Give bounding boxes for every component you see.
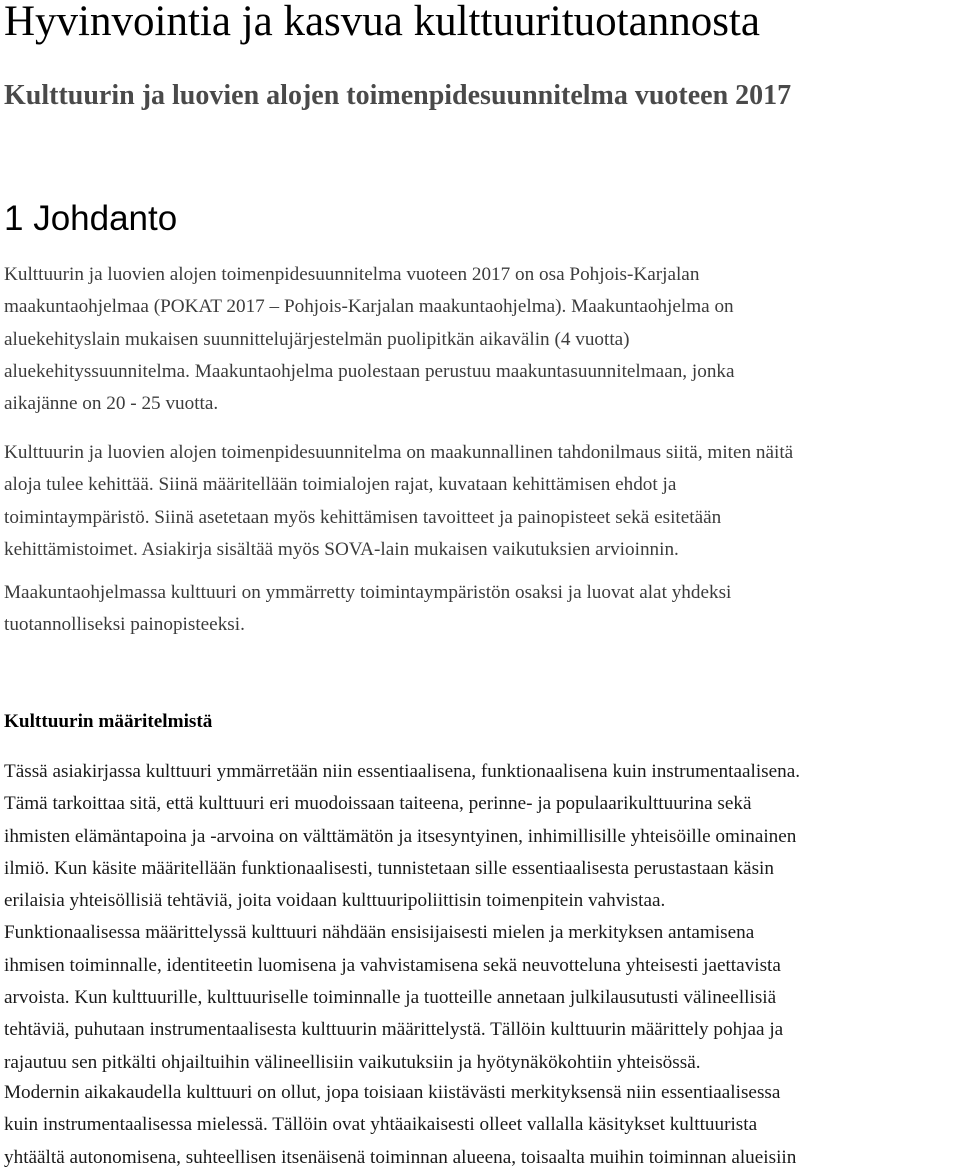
text-line: kehittämistoimet. Asiakirja sisältää myös SOVA-lain mukaisen vaikutuksien arvioinnin. — [4, 538, 679, 560]
text-line: toimintaympäristö. Siinä asetetaan myös kehittämisen tavoitteet ja painopisteet sekä esitetään — [4, 506, 722, 528]
text-line: ilmiö. Kun käsite määritellään funktionaalisesti, tunnistetaan sille essentiaalisesta perustastaan käsin — [4, 857, 774, 879]
text-line: Kulttuurin ja luovien alojen toimenpidesuunnitelma on maakunnallinen tahdonilmaus siitä, miten näitä — [4, 442, 794, 463]
text-line: aikajänne on 20 - 25 vuotta. — [4, 393, 219, 415]
paragraph-maaritelmat-1 — [4, 756, 800, 1079]
text-line: kuin instrumentaalisessa mielessä. Tällöin ovat yhtäaikaisesti olleet vallalla käsitykset kulttuurista — [4, 1114, 758, 1136]
text-line: maakuntaohjelmaa (POKAT 2017 – Pohjois-Karjalan maakuntaohjelma). Maakuntaohjelma on — [4, 296, 734, 318]
text-line: yhtäältä autonomisena, suhteellisen itsenäisenä toiminnan alueena, toisaalta muihin toiminnan alueisiin — [4, 1146, 797, 1168]
text-line: Tässä asiakirjassa kulttuuri ymmärretään niin essentiaalisena, funktionaalisena kuin instrumentaalisena. — [4, 761, 801, 782]
text-line: Kulttuurin ja luovien alojen toimenpidesuunnitelma vuoteen 2017 on osa Pohjois-Karjalan — [4, 264, 700, 285]
paragraph-johdanto-1 — [4, 259, 735, 420]
text-line: tehtäviä, puhutaan instrumentaalisesta kulttuurin määrittelystä. Tällöin kulttuurin määrittely pohjaa ja — [4, 1019, 784, 1041]
text-line: Maakuntaohjelmassa kulttuuri on ymmärretty toimintaympäristön osaksi ja luovat alat yhdeksi — [4, 582, 732, 603]
text-line: rajautuu sen pitkälti ohjailtuihin välineellisiin vaikutuksiin ja hyötynäkökohtiin yhteisössä. — [4, 1051, 701, 1073]
text-line: arvoista. Kun kulttuurille, kulttuuriselle toiminnalle ja tuotteille annetaan julkilausutusti välineellisiä — [4, 987, 777, 1009]
text-line: ihmisten elämäntapoina ja -arvoina on välttämätön ja itsesyntyinen, inhimillisille yhteisöille ominainen — [4, 825, 797, 847]
paragraph-maaritelmat-2 — [4, 1077, 796, 1170]
text-line: aloja tulee kehittää. Siinä määritellään toimialojen rajat, kuvataan kehittämisen ehdot ja — [4, 474, 677, 496]
subheading-kulttuurin-maaritelmista: Kulttuurin määritelmistä — [4, 711, 213, 732]
text-line: Funktionaalisessa määrittelyssä kulttuuri nähdään ensisijaisesti mielen ja merkityksen antamisena — [4, 922, 755, 944]
text-line: ihmisen toiminnalle, identiteetin luomisena ja vahvistamisena sekä neuvotteluna yhteisesti jaettavista — [4, 954, 781, 976]
text-line: Tämä tarkoittaa sitä, että kulttuuri eri muodoissaan taiteena, perinne- ja populaarikulttuurina sekä — [4, 793, 752, 815]
paragraph-johdanto-2 — [4, 437, 793, 566]
text-line: aluekehityslain mukaisen suunnittelujärjestelmän puolipitkän aikavälin (4 vuotta) — [4, 328, 630, 350]
text-line: tuotannolliseksi painopisteeksi. — [4, 614, 245, 636]
paragraph-johdanto-3 — [4, 577, 731, 642]
document-subtitle: Kulttuurin ja luovien alojen toimenpidesuunnitelma vuoteen 2017 — [4, 80, 792, 111]
text-line: aluekehityssuunnitelma. Maakuntaohjelma puolestaan perustuu maakuntasuunnitelmaan, jonka — [4, 360, 735, 382]
text-line: Modernin aikakaudella kulttuuri on ollut, jopa toisiaan kiistävästi merkityksensä niin essentiaalisessa — [4, 1082, 781, 1103]
text-line: erilaisia yhteisöllisiä tehtäviä, joita voidaan kulttuuripoliittisin toimenpitein vahvistaa. — [4, 890, 666, 912]
section-heading-johdanto: 1 Johdanto — [4, 199, 178, 238]
document-title: Hyvinvointia ja kasvua kulttuurituotannosta — [4, 0, 760, 45]
